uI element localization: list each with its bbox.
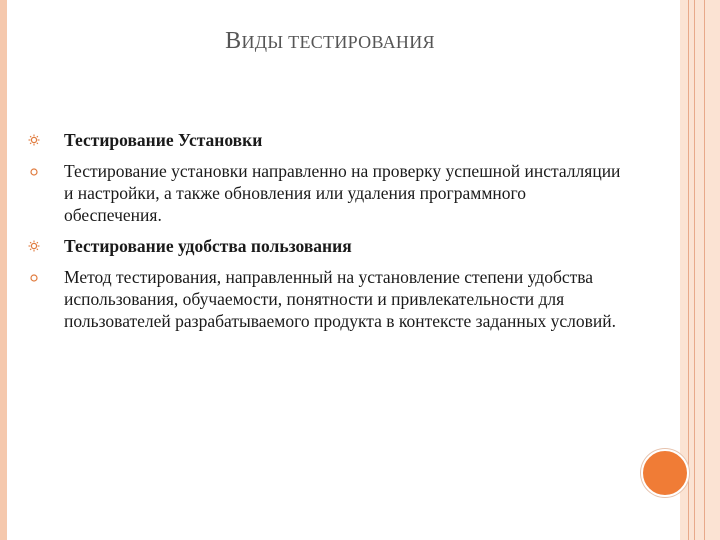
bullet-heading: Тестирование Установки — [64, 130, 263, 150]
bullet-text: Метод тестирования, направленный на установление степени удобства использования, обучаемости, понятности и привлекательности для пользователей разрабатываемого продукта в контексте заданных условий. — [64, 267, 617, 331]
bullet-text: Тестирование установки направленно на проверку успешной инсталляции и настройки, а также обновления или удаления программного обеспечения. — [64, 161, 621, 225]
right-decorative-band — [680, 0, 720, 540]
circle-bullet-icon — [30, 168, 38, 176]
slide-content — [28, 129, 628, 341]
sun-bullet-icon — [28, 240, 40, 252]
slide-title-rest: ИДЫ ТЕСТИРОВАНИЯ — [241, 32, 435, 52]
bullet-item — [28, 160, 628, 226]
right-decorative-line — [688, 0, 689, 540]
left-border-strip — [0, 0, 7, 540]
bullet-heading: Тестирование удобства пользования — [64, 236, 352, 256]
bullet-item — [28, 266, 628, 332]
slide-title-initial: В — [225, 28, 242, 54]
bullet-item — [28, 129, 628, 151]
sun-bullet-icon — [28, 134, 40, 146]
slide-title — [120, 28, 540, 55]
bullet-item — [28, 235, 628, 257]
decorative-circle — [641, 449, 689, 497]
circle-bullet-icon — [30, 274, 38, 282]
right-decorative-line — [704, 0, 705, 540]
right-decorative-line — [694, 0, 695, 540]
